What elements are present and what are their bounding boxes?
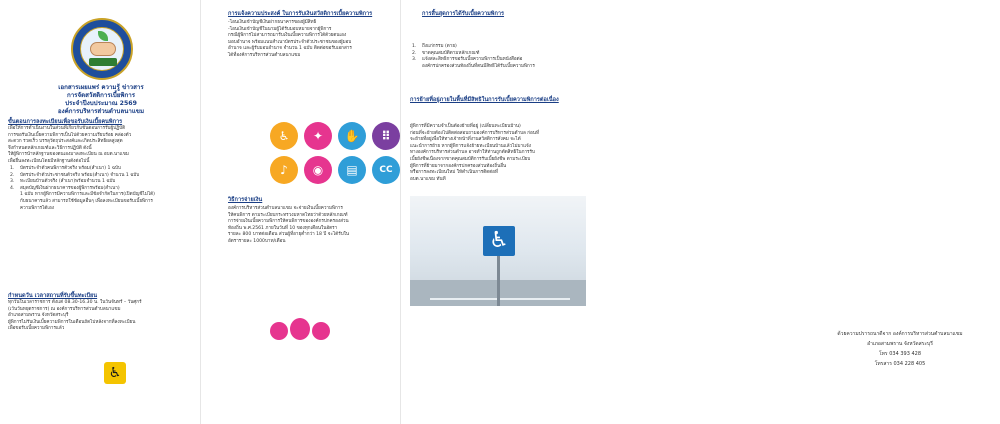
list-text: บัตรประจำตัวคนพิการตัวจริง พร้อม(สำเนา) 1 ฉบับ: [20, 166, 121, 171]
org-line-4: องค์การบริหารส่วนตำบลนาแขม: [57, 108, 145, 115]
accessible-sign: [483, 226, 515, 256]
list-number: 4.: [10, 185, 15, 191]
org-line-2: การจัดสวัสดิการเบี้ยพิการ: [66, 92, 136, 99]
logo-emblem: [80, 27, 124, 71]
list-text: ขาดคุณสมบัติตามหลักเกณฑ์: [422, 50, 480, 56]
hand-shape: [270, 322, 288, 340]
contact-district: อำเภอสามพราน จังหวัดสระบุรี: [867, 341, 933, 347]
hand-shape: [290, 318, 310, 340]
accessible-parking-photo: [410, 196, 586, 306]
closed-caption-icon: ▤: [338, 156, 366, 184]
list-item: [8, 186, 194, 212]
wheelchair-icon: ♿: [108, 365, 122, 381]
termination-heading: การสิ้นสุดการได้รับเบี้ยความพิการ: [422, 11, 505, 17]
list-number: 3.: [10, 179, 15, 185]
payment-request-heading: การแจ้งความประสงค์ ในการรับเงินสวัสดิการเบี้ยความพิการ: [228, 11, 373, 17]
org-line-3: ประจำปีงบประมาณ 2569: [65, 100, 137, 107]
hearing-icon: ♪: [270, 156, 298, 184]
wheelchair-icon: ♿: [270, 122, 298, 150]
speech-icon: ◉: [304, 156, 332, 184]
wheelchair-icon: ♿: [489, 228, 509, 253]
column-left: [0, 0, 200, 424]
sign-language-illustration: [268, 316, 332, 346]
sign-language-icon: ✋: [338, 122, 366, 150]
photo-road-line: [430, 298, 570, 300]
registration-body: เพื่อให้การดำเนินงานในส่วนที่เกี่ยวกับขั้นตอนการรับผู้ปฏิบัติ การขอรับเงินเบี้ยความพิการเป็นไปด้วยความเรียบร้อย คล่องตัว สะดวก รวดเร็ว บรรลุวัตถุประสงค์และเกิดประสิทธิผลสูงสุด จึงกำหนดหลักเกณฑ์และวิธีการปฏิบัติ ดังนี้ ให้ผู้พิการนำหลักฐานของตนเองมาลงทะเบียน ณ อบต.นาแขม เพื่อยื่นลงทะเบียนโดยมีหลักฐานดังต่อไปนี้: [8, 126, 132, 164]
payment-method-body: องค์การบริหารส่วนตำบลนาแขม จะจ่ายเงินเบี้ยความพิการ ให้คนพิการ ตามระเบียบกระทรวงมหาดไทยว่าด้วยหลักเกณฑ์ การจ่ายเงินเบี้ยความพิการให้คนพิการขององค์กรปกครองส่วน ท้องถิ่น พ.ศ.2561 ภายในวันที่ 10 ของทุกเดือนในอัตรา รายละ 800 บาทต่อเดือน ส่วนผู้ที่อายุต่ำกว่า 18 ปี จะได้รับใน อัตรารายละ 1000บาท/เดือน: [228, 206, 350, 244]
column-middle: [200, 0, 400, 424]
list-number: 2.: [412, 50, 417, 56]
payment-request-body: -โอนเงินเข้าบัญชีเงินฝากธนาคารของผู้มีสิทธิ -โอนเงินเข้าบัญชีในนามผู้ได้รับมอบหมายจากผู้พิการ กรณีผู้พิการไม่สามารถมารับเงินเบี้ยความพิการได้ด้วยตนเอง มอบอำนาจ พร้อมแนบสำเนาบัตรประจำตัวประชาชนของผู้มอบ อำนาจ และผู้รับมอบอำนาจ จำนวน 1 ฉบับ ติดต่อขอรับเอกสาร ได้ที่องค์การบริหารส่วนตำบลนาแขม: [228, 20, 352, 58]
list-number: 3.: [412, 57, 417, 63]
contact-thanks: ด้วยความปรารถนาดีจาก องค์การบริหารส่วนตำบลนาแขม: [837, 331, 963, 337]
org-line-1: เอกสารเผยแพร่ ความรู้ ข่าวสาร: [58, 84, 144, 91]
wheelchair-badge: [104, 362, 126, 384]
termination-list: [410, 44, 592, 70]
list-text: บัตรประจำตัวประชาชนตัวจริง พร้อม(สำเนา) จำนวน 1 ฉบับ: [20, 172, 140, 178]
relocation-heading: การย้ายที่อยู่ภายในพื้นที่มีสิทธิในการรับเบี้ยความพิการต่อเนื่อง: [410, 97, 559, 103]
schedule-body: ทุกวันในเวลาราชการ ตั้งแต่ 08.30-16.30 น. ในวันจันทร์ – วันศุกร์ (เว้นวันหยุดราชการ) ณ องค์การบริหารส่วนตำบลนาแขม อำเภอสามพราน จังหวัดสระบุรี ผู้พิการไม่รับเงินเบี้ยความพิการในเดือนถัดไปหลังจากที่ลงทะเบียน เพื่อขอรับเบี้ยความพิการแล้ว: [8, 300, 142, 332]
contact-phone: โทร 034 393 428: [878, 351, 922, 357]
list-item: [8, 166, 194, 173]
logo-base: [89, 58, 117, 66]
list-text: ทะเบียนบ้านตัวจริง (สำเนา)พร้อมจำนวน 1 ฉบับ: [20, 179, 116, 185]
handshake-icon: [90, 42, 116, 56]
list-number: 1.: [10, 166, 15, 171]
documents-list: [8, 166, 194, 212]
org-logo: [71, 18, 133, 80]
schedule-heading: กำหนดวัน เวลาสถานที่รับขึ้นทะเบียน: [8, 293, 98, 299]
list-item: [410, 57, 592, 70]
hand-shape: [312, 322, 330, 340]
contact-fax: โทรสาร 034 228 405: [874, 361, 926, 367]
list-number: 1.: [412, 44, 417, 49]
list-item: [410, 44, 592, 51]
leaf-icon: [98, 31, 108, 41]
relocation-body: ผู้พิการที่มีความจำเป็นต้องย้ายที่อยู่ (เปลี่ยนทะเบียนบ้าน) ก่อนที่จะย้ายต้องไปติดต่อสอบถามองค์การบริหารส่วนตำบล ก่อนที่ จะย้ายที่อยู่เพื่อให้ทางเจ้าหน้าที่งานสวัสดิการสังคม จะได้ แนะนำการย้าย หากผู้พิการแจ้งย้ายทะเบียนบ้านแล้วไม่มาแจ้ง ทางองค์การบริหารส่วนตำบล อาจทำให้ท่านถูกตัดสิทธิในการรับ เบี้ยยังชีพเนื่องจากขาดคุณสมบัติการรับเบี้ยยังชีพ ตามระเบียบ ผู้พิการที่ย้ายมาจากองค์กรปกครองส่วนท้องถิ่นอื่น หรือการลงทะเบียนใหม่ ให้ดำเนินการติดต่อที่ อบต.นาแขม ทันที: [410, 124, 539, 182]
registration-heading: ขั้นตอนการลงทะเบียนเพื่อขอรับเงินเบี้ยคนพิการ: [8, 119, 123, 125]
list-number: 2.: [10, 172, 15, 178]
list-text: แจ้งสละสิทธิการขอรับเบี้ยความพิการเป็นหนังสือต่อ องค์กรปกครองส่วนท้องถิ่นที่ตนมีสิทธิได้รับเบี้ยความพิการ: [422, 57, 535, 69]
list-text: สมุดบัญชีเงินฝากธนาคารของผู้พิการพร้อม(สำเนา) 1 ฉบับ หากผู้พิการมีความพิการและมีข้อจำกัดในการ(เปิดบัญชีไม่ได้) กับธนาคารแล้ว สามารถใช้ข้อมูลอื่นๆ เพื่อลงทะเบียนขอรับเบี้ยพิการ ความพิการได้เอง: [20, 185, 155, 211]
white-cane-icon: ✦: [304, 122, 332, 150]
braille-icon: ⠿: [372, 122, 400, 150]
cc-icon: CC: [372, 156, 400, 184]
list-text: ถึงแก่กรรม (ตาย): [422, 44, 457, 49]
payment-method-heading: วิธีการจ่ายเงิน: [228, 197, 263, 203]
list-item: [8, 179, 194, 186]
